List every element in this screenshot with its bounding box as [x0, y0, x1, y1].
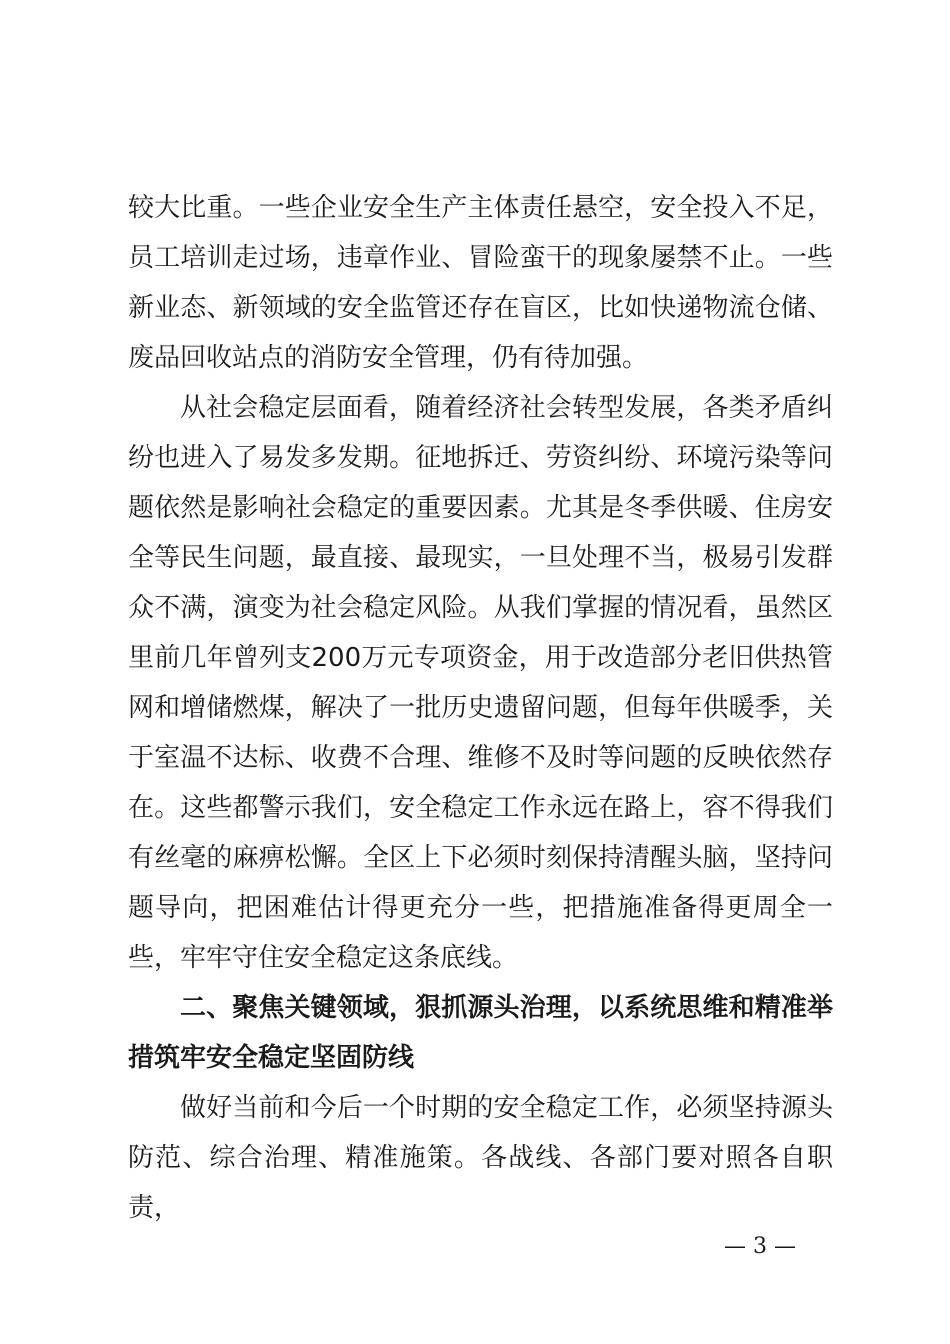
- paragraph-continuation: 较大比重。一些企业安全生产主体责任悬空，安全投入不足，员工培训走过场，违章作业、冒险蛮干的现象屡禁不止。一些新业态、新领域的安全监管还存在盲区，比如快递物流仓储、废品回收站点的消防安全管理，仍有待加强。: [128, 193, 833, 373]
- paragraph-social-stability: 从社会稳定层面看，随着经济社会转型发展，各类矛盾纠纷也进入了易发多发期。征地拆迁、劳资纠纷、环境污染等问题依然是影响社会稳定的重要因素。尤其是冬季供暖、住房安全等民生问题，最直接、最现实，一旦处理不当，极易引发群众不满，演变为社会稳定风险。从我们掌握的情况看，虽然区里前几年曾列支200万元专项资金，用于改造部分老旧供热管网和增储燃煤，解决了一批历史遗留问题，但每年供暖季，关于室温不达标、收费不合理、维修不及时等问题的反映依然存在。这些都警示我们，安全稳定工作永远在路上，容不得我们有丝毫的麻痹松懈。全区上下必须时刻保持清醒头脑，坚持问题导向，把困难估计得更充分一些，把措施准备得更周全一些，牢牢守住安全稳定这条底线。: [128, 393, 833, 973]
- paragraph-intro: 做好当前和今后一个时期的安全稳定工作，必须坚持源头防范、综合治理、精准施策。各战线、各部门要对照各自职责，: [128, 1093, 833, 1223]
- document-body: [128, 183, 833, 1233]
- page-number: — 3 —: [724, 1234, 796, 1259]
- section-heading: 二、聚焦关键领域，狠抓源头治理，以系统思维和精准举措筑牢安全稳定坚固防线: [128, 993, 833, 1073]
